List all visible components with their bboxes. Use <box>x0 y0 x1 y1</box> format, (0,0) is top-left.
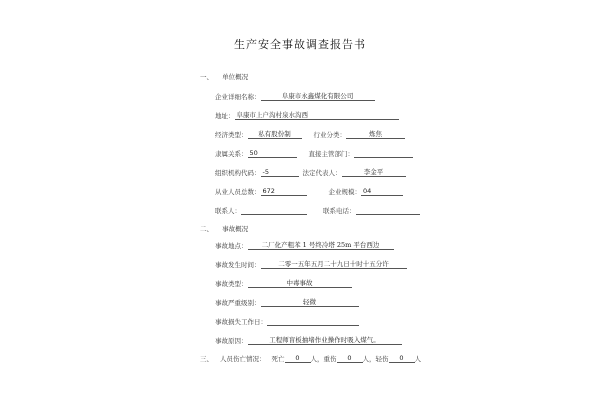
time-value: 二零一五年五月二十九日十时十五分许 <box>261 260 407 269</box>
cause-label: 事故原因： <box>215 337 248 345</box>
loss-days-label: 事故损失工作日： <box>215 318 267 326</box>
minor-count: 0 <box>389 354 415 363</box>
location-row <box>215 241 394 250</box>
time-row <box>215 260 407 269</box>
loss-days-row <box>215 317 359 326</box>
section-2-heading <box>200 224 248 233</box>
scale-label: 企业规模： <box>328 188 361 196</box>
org-code-row <box>215 168 406 177</box>
time-label: 事故发生时间： <box>215 261 261 269</box>
address-label: 地址： <box>215 112 235 120</box>
company-name-label: 企业详细名称： <box>215 93 261 101</box>
phone-label: 联系电话： <box>323 207 356 215</box>
loss-days-value <box>267 317 359 326</box>
supervisor-value <box>354 149 413 158</box>
dead-count: 0 <box>285 354 311 363</box>
dead-label: 死亡 <box>271 355 285 363</box>
employees-row <box>215 187 403 196</box>
serious-count: 0 <box>337 354 363 363</box>
contact-value <box>241 206 307 215</box>
section-1-heading <box>200 72 248 81</box>
org-code-label: 组织机构代码： <box>215 169 261 177</box>
address-value: 阜康市上户沟村泉水沟西 <box>235 111 399 120</box>
casualties-row <box>200 354 421 363</box>
phone-value <box>356 206 420 215</box>
minor-label: 人，轻伤 <box>362 355 389 363</box>
affiliation-label: 隶属关系： <box>215 150 248 158</box>
contact-row <box>215 206 420 215</box>
industry-value: 炼焦 <box>346 130 405 139</box>
legal-rep-value: 李金平 <box>342 168 406 177</box>
severity-label: 事故严重级别： <box>215 299 261 307</box>
document-title: 生产安全事故调查报告书 <box>234 38 366 51</box>
affiliation-value: 50 <box>248 149 297 158</box>
severity-value: 轻微 <box>261 298 359 307</box>
section-1-number: 一、 <box>200 73 213 81</box>
severity-row <box>215 298 359 307</box>
type-row <box>215 279 352 288</box>
section-3-number: 三、 <box>200 355 213 363</box>
employees-value: 672 <box>261 187 307 196</box>
section-2-title: 事故概况 <box>222 225 249 233</box>
supervisor-label: 直接主管部门： <box>308 150 354 158</box>
location-label: 事故地点： <box>215 242 248 250</box>
affiliation-row <box>215 149 413 158</box>
location-value: 二厂化产粗苯 1 号终冷塔 25m 平台西边 <box>248 241 394 250</box>
section-1-title: 单位概况 <box>222 73 249 81</box>
type-label: 事故类型： <box>215 280 248 288</box>
section-3-title: 人员伤亡情况： <box>220 355 266 363</box>
company-name-value: 阜康市永鑫煤化有限公司 <box>261 92 375 101</box>
employees-label: 从业人员总数： <box>215 188 261 196</box>
econ-type-label: 经济类型： <box>215 131 248 139</box>
econ-type-value: 私有股份制 <box>248 130 302 139</box>
unit-label: 人 <box>414 355 421 363</box>
legal-rep-label: 法定代表人： <box>302 169 342 177</box>
scale-value: 04 <box>361 187 403 196</box>
cause-value: 工程师盲板抽堵作业操作时吸入煤气。 <box>248 336 402 345</box>
org-code-value: -5 <box>261 168 299 177</box>
econ-industry-row <box>215 130 405 139</box>
serious-label: 人，重伤 <box>310 355 337 363</box>
type-value: 中毒事故 <box>248 279 352 288</box>
address-row <box>215 111 399 120</box>
section-2-number: 二、 <box>200 225 213 233</box>
company-name-row <box>215 92 375 101</box>
contact-label: 联系人： <box>215 207 241 215</box>
industry-label: 行业分类： <box>313 131 346 139</box>
cause-row <box>215 336 402 345</box>
